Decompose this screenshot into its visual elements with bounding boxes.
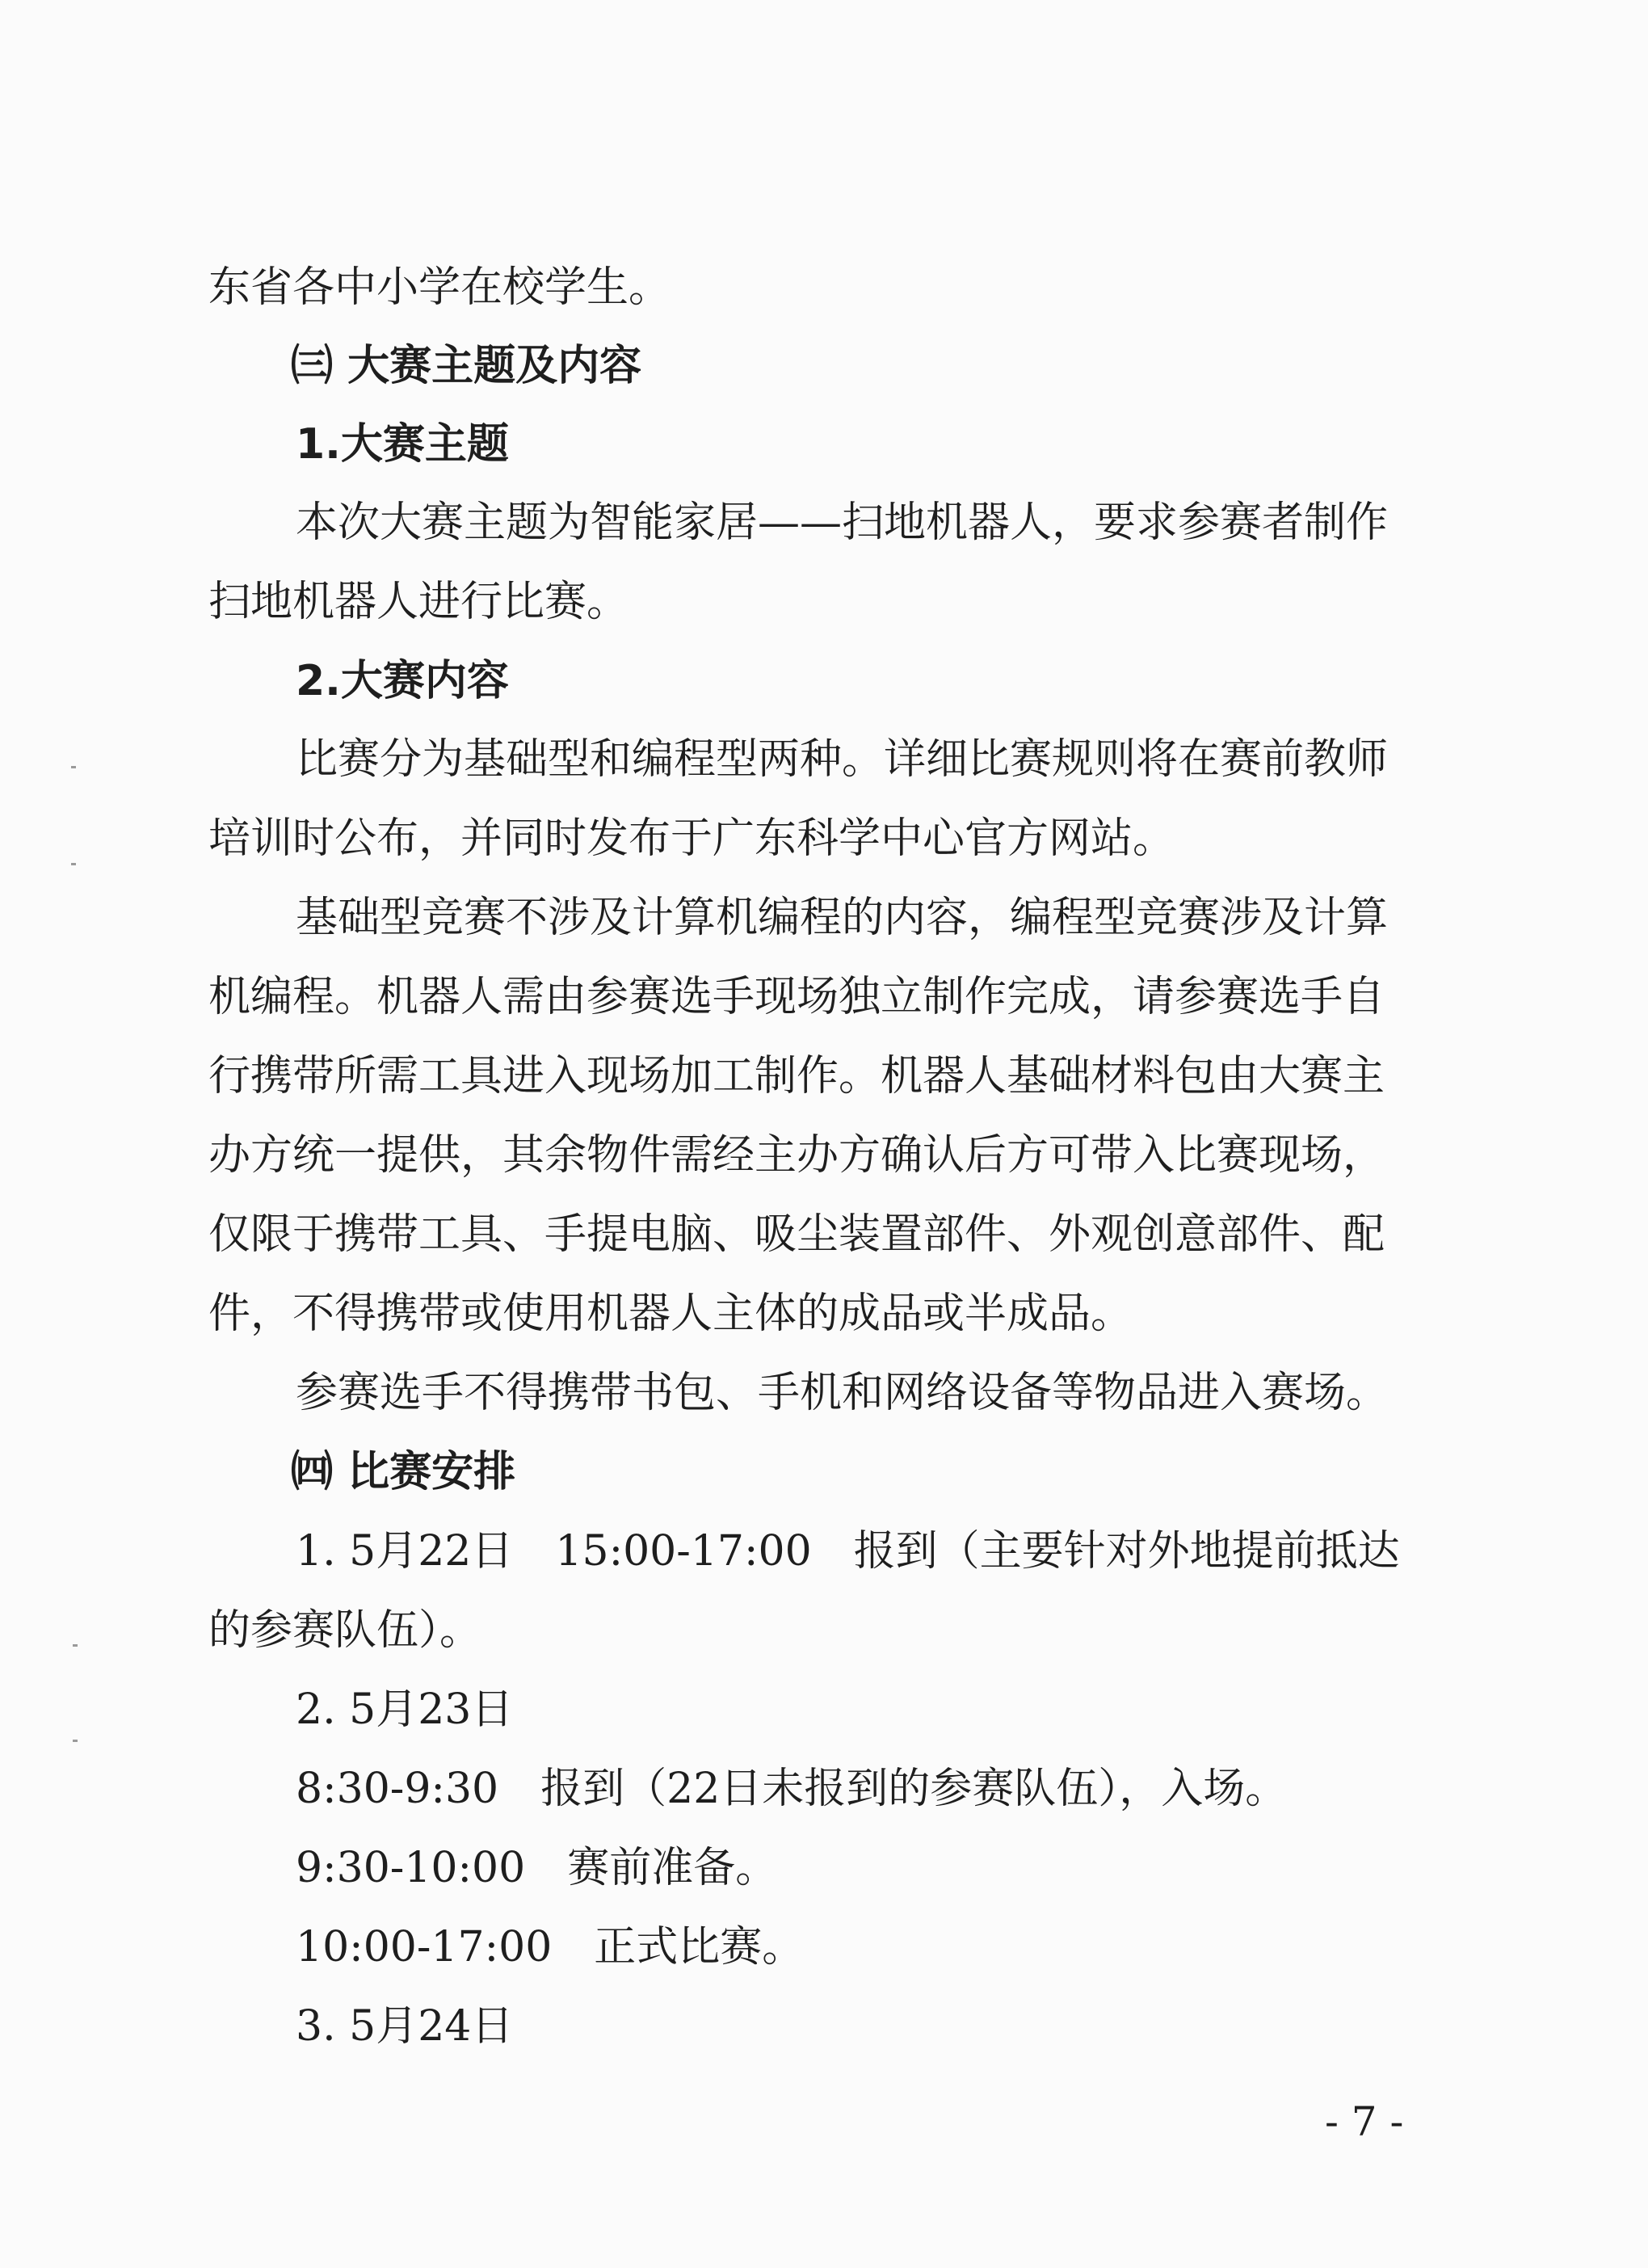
paragraph-line: 参赛选手不得携带书包、手机和网络设备等物品进入赛场。	[296, 1369, 1389, 1417]
schedule-line: 1. 5月22日 15:00-17:00 报到（主要针对外地提前抵达	[296, 1527, 1400, 1576]
subsection-heading: 2.大赛内容	[296, 657, 509, 705]
page-number: - 7 -	[1325, 2098, 1404, 2145]
paragraph-line: 扫地机器人进行比赛。	[208, 578, 629, 626]
schedule-line: 的参赛队伍）。	[208, 1606, 482, 1655]
schedule-line: 8:30-9:30 报到（22日未报到的参赛队伍），入场。	[296, 1765, 1288, 1813]
paragraph-line: 行携带所需工具进入现场加工制作。机器人基础材料包由大赛主	[208, 1052, 1385, 1100]
paragraph-line: 比赛分为基础型和编程型两种。详细比赛规则将在赛前教师	[296, 735, 1389, 784]
schedule-line: 10:00-17:00 正式比赛。	[296, 1923, 805, 1971]
schedule-line: 3. 5月24日	[296, 2002, 514, 2051]
scan-mark	[73, 1644, 78, 1647]
schedule-line: 2. 5月23日	[296, 1685, 514, 1734]
subsection-heading: 1.大赛主题	[296, 420, 509, 469]
paragraph-line: 本次大赛主题为智能家居——扫地机器人，要求参赛者制作	[296, 499, 1389, 547]
paragraph-line: 机编程。机器人需由参赛选手现场独立制作完成，请参赛选手自	[208, 973, 1385, 1021]
scan-mark	[71, 863, 76, 865]
scan-mark	[71, 766, 76, 768]
schedule-line: 9:30-10:00 赛前准备。	[296, 1844, 778, 1892]
paragraph-line: 仅限于携带工具、手提电脑、吸尘装置部件、外观创意部件、配	[208, 1210, 1385, 1259]
paragraph-line: 东省各中小学在校学生。	[208, 263, 671, 312]
scan-mark	[73, 1740, 78, 1742]
section-heading: ㈣ 比赛安排	[291, 1448, 516, 1496]
paragraph-line: 办方统一提供，其余物件需经主办方确认后方可带入比赛现场，	[208, 1131, 1385, 1180]
paragraph-line: 件，不得携带或使用机器人主体的成品或半成品。	[208, 1290, 1133, 1338]
paragraph-line: 基础型竞赛不涉及计算机编程的内容，编程型竞赛涉及计算	[296, 894, 1389, 942]
section-heading: ㈢ 大赛主题及内容	[291, 342, 642, 390]
paragraph-line: 培训时公布，并同时发布于广东科学中心官方网站。	[208, 814, 1175, 863]
